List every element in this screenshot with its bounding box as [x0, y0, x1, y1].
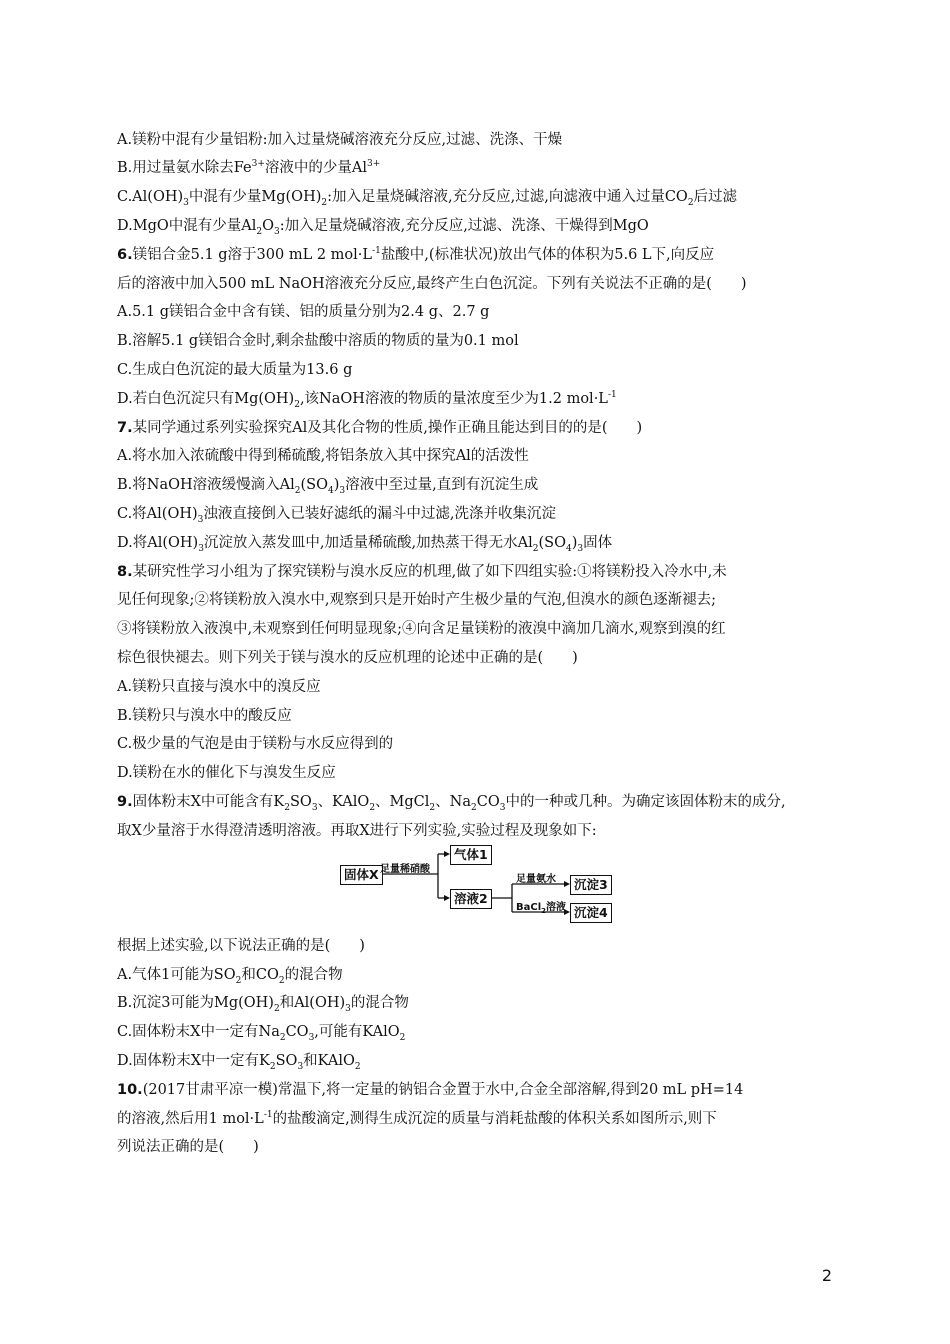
q5-option-a: A.镁粉中混有少量铝粉:加入过量烧碱溶液充分反应,过滤、洗涤、干燥 [117, 132, 563, 148]
q8-option-a: A.镁粉只直接与溴水中的溴反应 [117, 679, 321, 695]
q8-stem-line2: 见任何现象;②将镁粉放入溴水中,观察到只是开始时产生极少量的气泡,但溴水的颜色逐渐褪去; [117, 592, 716, 608]
q5-option-d: D.MgO中混有少量$Al_2O_3$:加入足量烧碱溶液,充分反应,过滤、洗涤、干燥得到MgO [117, 218, 649, 237]
q8-stem-line1: 8.某研究性学习小组为了探究镁粉与溴水反应的机理,做了如下四组实验:①将镁粉投入冷水中,未 [117, 564, 727, 580]
q7-number: 7. [117, 420, 133, 436]
q7-stem: 7.某同学通过系列实验探究Al及其化合物的性质,操作正确且能达到目的的是( ) [117, 420, 643, 436]
page-number: 2 [821, 1266, 832, 1285]
q10-stem-line3: 列说法正确的是( ) [117, 1139, 259, 1155]
q9-option-a: A.气体1可能为$SO_2$和$CO_2$的混合物 [117, 967, 343, 986]
q8-option-b: B.镁粉只与溴水中的酸反应 [117, 708, 292, 724]
q6-stem-line1: 6.镁铝合金5.1 g溶于300 mL 2 $mol\cdot L^{-1}$盐酸中,(标准状况)放出气体的体积为5.6 L下,向反应 [117, 246, 715, 263]
flow-box-solid-x: 固体X [340, 865, 383, 885]
q8-option-c: C.极少量的气泡是由于镁粉与水反应得到的 [117, 736, 394, 752]
q9-option-c: C.固体粉末X中一定有$Na_2CO_3$,可能有KAlO$_2$ [117, 1024, 406, 1043]
q8-option-d: D.镁粉在水的催化下与溴发生反应 [117, 765, 336, 781]
q8-stem-line4: 棕色很快褪去。则下列关于镁与溴水的反应机理的论述中正确的是( ) [117, 650, 578, 666]
q9-stem-line2: 取X少量溶于水得澄清透明溶液。再取X进行下列实验,实验过程及现象如下: [117, 823, 597, 839]
q8-number: 8. [117, 564, 133, 580]
q10-stem-line1: 10.(2017甘肃平凉一模)常温下,将一定量的钠铝合金置于水中,合金全部溶解,得到20 mL pH=14 [117, 1082, 744, 1098]
q9-stem-line3: 根据上述实验,以下说法正确的是( ) [117, 938, 365, 954]
q5-option-c: $C.Al(OH)_3$中混有少量$Mg(OH)_2$:加入足量烧碱溶液,充分反应,过滤,向滤液中通入过量$CO_2$后过滤 [117, 189, 738, 208]
q6-option-a: A.5.1 g镁铝合金中含有镁、铝的质量分别为2.4 g、2.7 g [117, 304, 490, 320]
q6-stem-line2: 后的溶液中加入500 mL NaOH溶液充分反应,最终产生白色沉淀。下列有关说法不正确的是( ) [117, 276, 747, 292]
q8-stem-line3: ③将镁粉放入液溴中,未观察到任何明显现象;④向含足量镁粉的液溴中滴加几滴水,观察到溴的红 [117, 621, 726, 637]
q9-number: 9. [117, 794, 133, 810]
flow-box-precipitate-3: 沉淀3 [570, 875, 612, 895]
q9-flow-diagram [340, 840, 620, 930]
q7-option-d: D.将$Al(OH)_3$沉淀放入蒸发皿中,加适量稀硫酸,加热蒸干得无水$Al_2(SO_4)_3$固体 [117, 535, 613, 554]
flow-label-nitric-acid: 足量稀硝酸 [380, 864, 430, 875]
q10-number: 10. [117, 1082, 143, 1098]
q5-option-b: B.用过量氨水除去$Fe^{3+}$溶液中的少量$Al^{3+}$ [117, 159, 381, 176]
q9-option-b: B.沉淀3可能为$Mg(OH)_2$和$Al(OH)_3$的混合物 [117, 995, 409, 1014]
flow-box-precipitate-4: 沉淀4 [570, 903, 612, 923]
q7-option-a: A.将水加入浓硫酸中得到稀硫酸,将铝条放入其中探究Al的活泼性 [117, 448, 529, 464]
flow-label-bacl2: BaCl$_2$溶液 [516, 902, 567, 915]
flow-box-gas-1: 气体1 [450, 845, 492, 865]
q9-option-d: D.固体粉末X中一定有$K_2SO_3$和KAlO$_2$ [117, 1053, 361, 1072]
q6-option-d: D.若白色沉淀只有$Mg(OH)_2$,该NaOH溶液的物质的量浓度至少为1.2 $mol\cdot L^{-1}$ [117, 390, 617, 410]
q6-option-c: C.生成白色沉淀的最大质量为13.6 g [117, 362, 353, 378]
q10-stem-line2: 的溶液,然后用1 $mol\cdot L^{-1}$的盐酸滴定,测得生成沉淀的质量与消耗盐酸的体积关系如图所示,则下 [117, 1110, 717, 1127]
q6-option-b: B.溶解5.1 g镁铝合金时,剩余盐酸中溶质的物质的量为0.1 mol [117, 333, 519, 349]
q9-stem-line1: 9.固体粉末X中可能含有$K_2SO_3$、KAlO$_2$、MgCl$_2$、$Na_2CO_3$中的一种或几种。为确定该固体粉末的成分, [117, 794, 786, 813]
q7-option-c: C.将$Al(OH)_3$浊液直接倒入已装好滤纸的漏斗中过滤,洗涤并收集沉淀 [117, 506, 556, 525]
flow-box-solution-2: 溶液2 [450, 889, 492, 909]
q7-option-b: B.将NaOH溶液缓慢滴入$Al_2(SO_4)_3$溶液中至过量,直到有沉淀生成 [117, 477, 539, 496]
flow-label-ammonia: 足量氨水 [516, 874, 556, 885]
q6-number: 6. [117, 247, 133, 263]
